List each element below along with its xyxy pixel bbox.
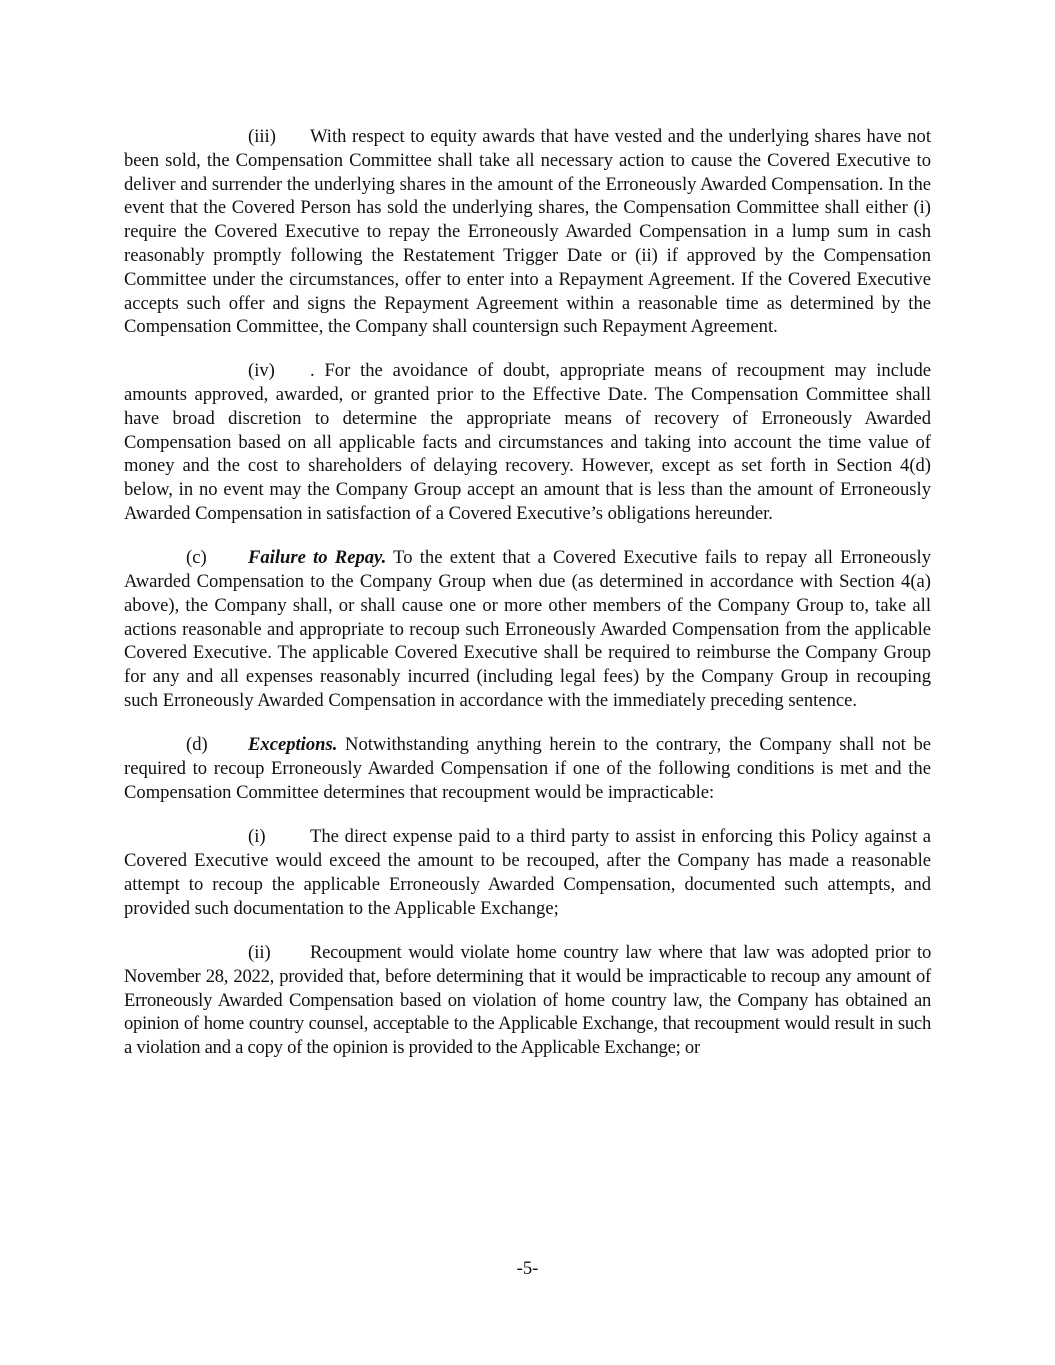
paragraph-label: (d) bbox=[186, 734, 208, 756]
paragraph-text: The direct expense paid to a third party to assist in enforcing this Policy against a Covered Executive would exceed the amount to be recouped, after the Company has made a reasonable attempt to recoup the applicable Erroneously Awarded Compensation, documented such attempts, and provided such documentation to the Applicable Exchange; bbox=[124, 826, 931, 919]
page-number: -5- bbox=[516, 1258, 539, 1279]
paragraph-label: (i) bbox=[248, 826, 266, 848]
paragraph-text: With respect to equity awards that have vested and the underlying shares have not been sold, the Compensation Committee shall take all necessary action to cause the Covered Executive to deliver and surrender the underlying shares in the amount of the Erroneously Awarded Compensation. In the event that the Covered Person has sold the underlying shares, the Compensation Committee shall either (i) require the Covered Executive to repay the Erroneously Awarded Compensation in a lump sum in cash reasonably promptly following the Restatement Trigger Date or (ii) if approved by the Compensation Committee under the circumstances, offer to enter into a Repayment Agreement. If the Covered Executive accepts such offer and signs the Repayment Agreement within a reasonable time as determined by the Compensation Committee, the Company shall countersign such Repayment Agreement. bbox=[124, 126, 931, 338]
paragraph-ii bbox=[124, 941, 931, 1060]
paragraph-text: . For the avoidance of doubt, appropriate means of recoupment may include amounts approved, awarded, or granted prior to the Effective Date. The Compensation Committee shall have broad discretion to determine the appropriate means of recovery of Erroneously Awarded Compensation based on all applicable facts and circumstances and taking into account the time value of money and the cost to shareholders of delaying recovery. However, except as set forth in Section 4(d) below, in no event may the Company Group accept an amount that is less than the amount of Erroneously Awarded Compensation in satisfaction of a Covered Executive’s obligations hereunder. bbox=[124, 360, 931, 524]
section-heading-failure-to-repay: Failure to Repay. bbox=[248, 547, 387, 569]
paragraph-label: (ii) bbox=[248, 941, 271, 963]
paragraph-i bbox=[124, 825, 931, 920]
paragraph-d bbox=[124, 733, 931, 804]
document-page bbox=[124, 125, 931, 1060]
section-heading-exceptions: Exceptions. bbox=[248, 734, 338, 756]
paragraph-iv bbox=[124, 359, 931, 526]
paragraph-text: To the extent that a Covered Executive fails to repay all Erroneously Awarded Compensation to the Company Group when due (as determined in accordance with Section 4(a) above), the Company shall, or shall cause one or more other members of the Company Group to, take all actions reasonable and appropriate to recoup such Erroneously Awarded Compensation from the applicable Covered Executive. The applicable Covered Executive shall be required to reimburse the Company Group for any and all expenses reasonably incurred (including legal fees) by the Company Group in recouping such Erroneously Awarded Compensation in accordance with the immediately preceding sentence. bbox=[124, 547, 931, 712]
paragraph-c bbox=[124, 546, 931, 713]
paragraph-text: Recoupment would violate home country law where that law was adopted prior to November 28, 2022, provided that, before determining that it would be impracticable to recoup any amount of Erroneously Awarded Compensation based on violation of home country law, the Company has obtained an opinion of home country counsel, acceptable to the Applicable Exchange, that recoupment would result in such a violation and a copy of the opinion is provided to the Applicable Exchange; or bbox=[124, 941, 931, 1059]
paragraph-label: (iii) bbox=[248, 126, 276, 147]
paragraph-iii bbox=[124, 125, 931, 339]
paragraph-text: Notwithstanding anything herein to the contrary, the Company shall not be required to recoup Erroneously Awarded Compensation if one of the following conditions is met and the Compensation Committee determines that recoupment would be impracticable: bbox=[124, 734, 931, 803]
paragraph-label: (c) bbox=[186, 547, 207, 569]
paragraph-label: (iv) bbox=[248, 360, 275, 382]
